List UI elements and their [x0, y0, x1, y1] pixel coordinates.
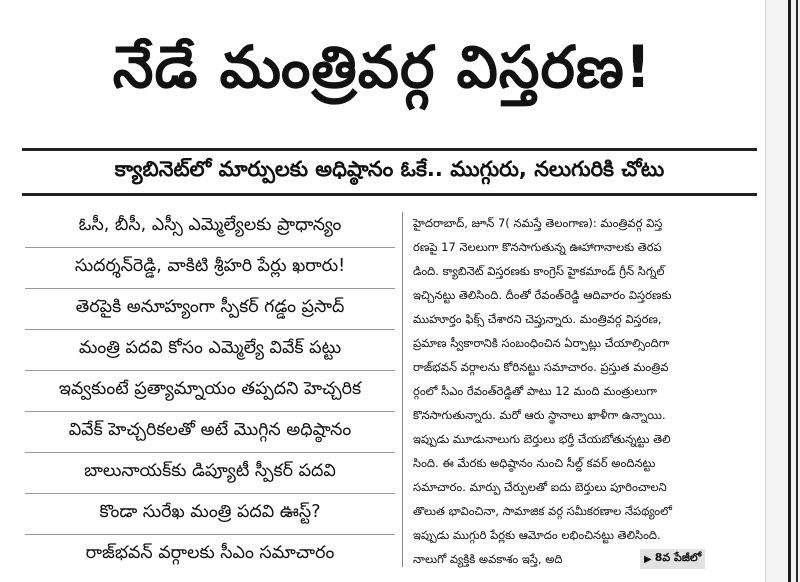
body-line: రాజ్‌భవన్ వర్గాలను కోరినట్టు సమాచారం. ప్రస్తుత మంత్రివ	[413, 360, 669, 374]
highlight-divider	[25, 452, 395, 453]
body-line: హైదరాబాద్, జూన్ 7( నమస్తే తెలంగాణ): మంత్రివర్గ విస్త	[413, 216, 663, 230]
body-line: ఇప్పుడు ముగ్గురి పేర్లకు ఆమోదం లభించినట్టు తెలిసింది.	[413, 528, 661, 542]
body-line: ర్గంలో సీఎం రేవంత్‌రెడ్డితో పాటు 12 మంది మంత్రులుగా	[413, 384, 657, 398]
column-separator	[402, 212, 403, 567]
body-line: రణపై 17 నెలలుగా కొనసాగుతున్న ఊహాగానాలకు తెరప	[413, 240, 662, 254]
highlight-item: రాజ్‌భవన్ వర్గాలకు సీఎం సమాచారం	[85, 543, 335, 563]
body-line: తొలుత భావించినా, సామాజిక వర్గ సమీకరణాల నేపథ్యంలో	[413, 504, 672, 518]
subheadline-block	[22, 148, 757, 196]
highlight-item: ఓసీ, బీసీ, ఎస్సీ ఎమ్మెల్యేలకు ప్రాధాన్యం	[78, 215, 342, 235]
triangle-arrow-icon: ▶	[644, 553, 652, 565]
page-edge-line-2	[796, 0, 798, 582]
body-line: కొనసాగుతున్నారు. మరో ఆరు స్థానాలు ఖాళీగా ఉన్నాయి.	[413, 408, 666, 422]
body-line: ఇప్పుడు మూడునాలుగు బెర్తులు భర్తీ చేయబోతున్నట్టు తెలి	[413, 432, 671, 446]
highlight-item: మంత్రి పదవి కోసం ఎమ్మెల్యే వివేక్ పట్టు	[78, 338, 342, 358]
body-line: ఇచ్చినట్టు తెలిసింది. దీంతో రేవంత్‌రెడ్డి ఆదివారం విస్తరణకు	[413, 288, 672, 302]
body-line: డింది. క్యాబినెట్ విస్తరణకు కాంగ్రెస్ హైకమాండ్ గ్రీన్ సిగ్నల్	[413, 264, 665, 278]
body-line: సమాచారం. మార్పు చేర్పులతో ఐదు బెర్తులు పూరించాలని	[413, 480, 667, 494]
continued-on-page[interactable]	[640, 549, 705, 569]
body-line: ప్రమాణ స్వీకారానికి సంబంధించిన ఏర్పాట్లు చేయాల్సిందిగా	[413, 336, 670, 350]
subheadline: క్యాబినెట్‌లో మార్పులకు అధిష్ఠానం ఓకే.. ముగ్గురు, నలుగురికి చోటు	[114, 157, 665, 181]
scan-page-edge	[765, 0, 800, 582]
highlight-item: బాలునాయక్‌కు డిప్యూటీ స్పీకర్ పదవి	[84, 461, 336, 481]
highlight-divider	[25, 534, 395, 535]
highlight-divider	[25, 329, 395, 330]
highlight-divider	[25, 370, 395, 371]
headline: నేడే మంత్రివర్గ విస్తరణ!	[112, 32, 653, 101]
highlight-item: ఇవ్వకుంటే ప్రత్యామ్నాయం తప్పదని హెచ్చరిక	[58, 379, 362, 399]
highlights-column	[25, 208, 395, 576]
highlight-item: వివేక్ హెచ్చరికలతో అటే మొగ్గిన అధిష్ఠానం	[68, 420, 352, 440]
subheadline-rule-bottom	[22, 193, 757, 196]
continued-label: 8వ పేజీలో	[654, 551, 702, 564]
highlight-item: సుదర్శన్‌రెడ్డి, వాకిటి శ్రీహరి పేర్లు ఖరారు!	[74, 256, 346, 276]
highlight-divider	[25, 493, 395, 494]
article-body	[413, 212, 758, 572]
highlight-item: తెరపైకి అనూహ్యంగా స్పీకర్ గడ్డం ప్రసాద్	[75, 297, 345, 317]
body-line: నాలుగో వ్యక్తికి అవకాశం ఇస్తే, అది	[413, 552, 563, 566]
highlight-item: కొండా సురేఖ మంత్రి పదవి ఊస్ట్?	[99, 502, 321, 522]
body-line: ముహూర్తం ఫిక్స్ చేశారని చెప్తున్నారు. మంత్రివర్గ విస్తరణ,	[413, 312, 662, 326]
highlight-divider	[25, 411, 395, 412]
highlight-divider	[25, 247, 395, 248]
highlight-divider	[25, 288, 395, 289]
body-line: సింది. ఈ మేరకు అధిష్ఠానం నుంచి సీల్డ్ కవర్ అందినట్టు	[413, 456, 656, 470]
page-edge-line	[788, 0, 791, 582]
